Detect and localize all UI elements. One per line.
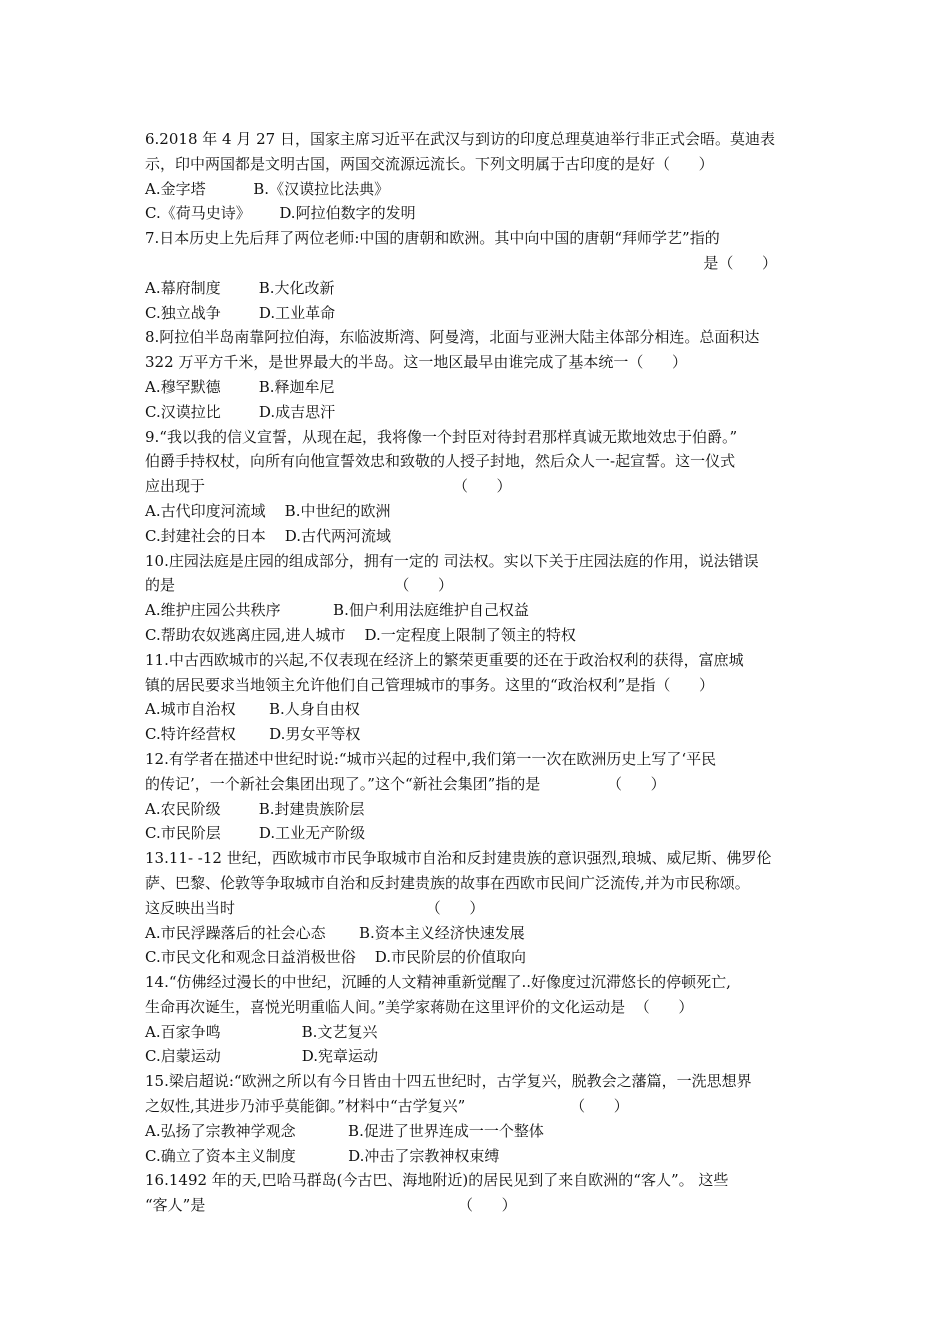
question-13-line-1: 13.11- -12 世纪，西欧城市市民争取城市自治和反封建贵族的意识强烈,琅城、威尼斯、佛罗伦 [145, 849, 772, 868]
question-9-line-3: 应出现于 （ ） [145, 477, 512, 496]
question-12-line-1: 12.有学者在描述中世纪时说:“城市兴起的过程中,我们第一一次在欧洲历史上写了‘平民 [145, 749, 717, 768]
question-7-line-2: 是（ ） [703, 253, 777, 272]
question-11-line-1: 11.中古西欧城市的兴起,不仅表现在经济上的繁荣更重要的还在于政治权利的获得，富庶城 [145, 650, 744, 669]
question-8-options-cd: C.汉谟拉比 D.成吉思汗 [145, 402, 336, 421]
question-13-options-cd: C.市民文化和观念日益消极世俗 D.市民阶层的价值取向 [145, 948, 527, 967]
question-16-line-2: “客人”是 （ ） [145, 1196, 517, 1215]
question-6-options-cd: C.《荷马史诗》 D.阿拉伯数字的发明 [145, 204, 416, 223]
question-9-options-ab: A.古代印度河流域 B.中世纪的欧洲 [145, 501, 391, 520]
question-15-line-2: 之奴性,其进步乃沛乎莫能御。”材料中“古学复兴” （ ） [145, 1097, 629, 1116]
question-9-line-1: 9.“我以我的信义宣誓，从现在起，我将像一个封臣对待封君那样真诚无欺地效忠于伯爵。” [145, 427, 738, 446]
question-10-options-cd: C.帮助农奴逃离庄园,进人城市 D.一定程度上限制了领主的特权 [145, 625, 576, 644]
question-11-options-cd: C.特许经营权 D.男女平等权 [145, 725, 361, 744]
question-7-options-ab: A.幕府制度 B.大化改新 [145, 278, 335, 297]
question-9-line-2: 伯爵手持权杖，向所有向他宣誓效忠和致敬的人授子封地，然后众人一-起宣誓。这一仪式 [145, 452, 736, 471]
question-10-line-2: 的是 （ ） [145, 576, 453, 595]
question-7-options-cd: C.独立战争 D.工业革命 [145, 303, 336, 322]
question-15-line-1: 15.梁启超说:“欧洲之所以有今日皆由十四五世纪时，古学复兴，脱教会之藩篇，一洗思想界 [145, 1072, 752, 1091]
question-16-line-1: 16.1492 年的天,巴哈马群岛(今古巴、海地附近)的居民见到了来自欧洲的“客人”。 这些 [145, 1171, 729, 1190]
question-8-options-ab: A.穆罕默德 B.释迦牟尼 [145, 377, 335, 396]
question-10-line-1: 10.庄园法庭是庄园的组成部分，拥有一定的 司法权。实以下关于庄园法庭的作用，说法错误 [145, 551, 759, 570]
question-14-options-ab: A.百家争鸣 B.文艺复兴 [145, 1022, 378, 1041]
question-14-options-cd: C.启蒙运动 D.宪章运动 [145, 1047, 379, 1066]
question-15-options-cd: C.确立了资本主义制度 D.冲击了宗教神权束缚 [145, 1146, 500, 1165]
question-12-options-cd: C.市民阶层 D.工业无产阶级 [145, 824, 366, 843]
question-7-line-1: 7.日本历史上先后拜了两位老师:中国的唐朝和欧洲。其中向中国的唐朝“拜师学艺”指的 [145, 229, 720, 248]
question-8-line-1: 8.阿拉伯半岛南靠阿拉伯海，东临波斯湾、阿曼湾，北面与亚洲大陆主体部分相连。总面积达 [145, 328, 760, 347]
question-14-line-2: 生命再次诞生，喜悦光明重临人间。”美学家蒋勋在这里评价的文化运动是 （ ） [145, 997, 694, 1016]
question-14-line-1: 14.“仿佛经过漫长的中世纪，沉睡的人文精神重新觉醒了..好像度过沉滞悠长的停顿死亡, [145, 973, 731, 992]
question-9-options-cd: C.封建社会的日本 D.古代两河流域 [145, 526, 392, 545]
question-list [145, 127, 807, 1218]
question-6-line-1: 6.2018 年 4 月 27 日，国家主席习近平在武汉与到访的印度总理莫迪举行非正式会晤。莫迪表 [145, 130, 775, 148]
question-15-options-ab: A.弘扬了宗教神学观念 B.促进了世界连成一一个整体 [145, 1121, 544, 1140]
question-11-options-ab: A.城市自治权 B.人身自由权 [145, 700, 360, 719]
question-12-options-ab: A.农民阶级 B.封建贵族阶层 [145, 799, 365, 818]
question-13-options-ab: A.市民浮躁落后的社会心态 B.资本主义经济快速发展 [145, 923, 525, 942]
question-6-line-2: 示，印中两国都是文明古国，两国交流源远流长。下列文明属于古印度的是好（ ） [145, 154, 714, 173]
question-11-line-2: 镇的居民要求当地领主允许他们自己管理城市的事务。这里的“政治权利”是指（ ） [145, 675, 714, 694]
question-8-line-2: 322 万平方千米，是世界最大的半岛。这一地区最早由谁完成了基本统一（ ） [145, 353, 688, 372]
question-10-options-ab: A.维护庄园公共秩序 B.佃户利用法庭维护自己权益 [145, 601, 529, 620]
question-6-options-ab: A.金字塔 B.《汉谟拉比法典》 [145, 179, 390, 198]
question-13-line-3: 这反映出当时 （ ） [145, 898, 485, 917]
question-12-line-2: 的传记’，一个新社会集团出现了。”这个“新社会集团”指的是 （ ） [145, 774, 666, 793]
question-13-line-2: 萨、巴黎、伦敦等争取城市自治和反封建贵族的故事在西欧市民间广泛流传,并为市民称颂。 [145, 873, 750, 892]
